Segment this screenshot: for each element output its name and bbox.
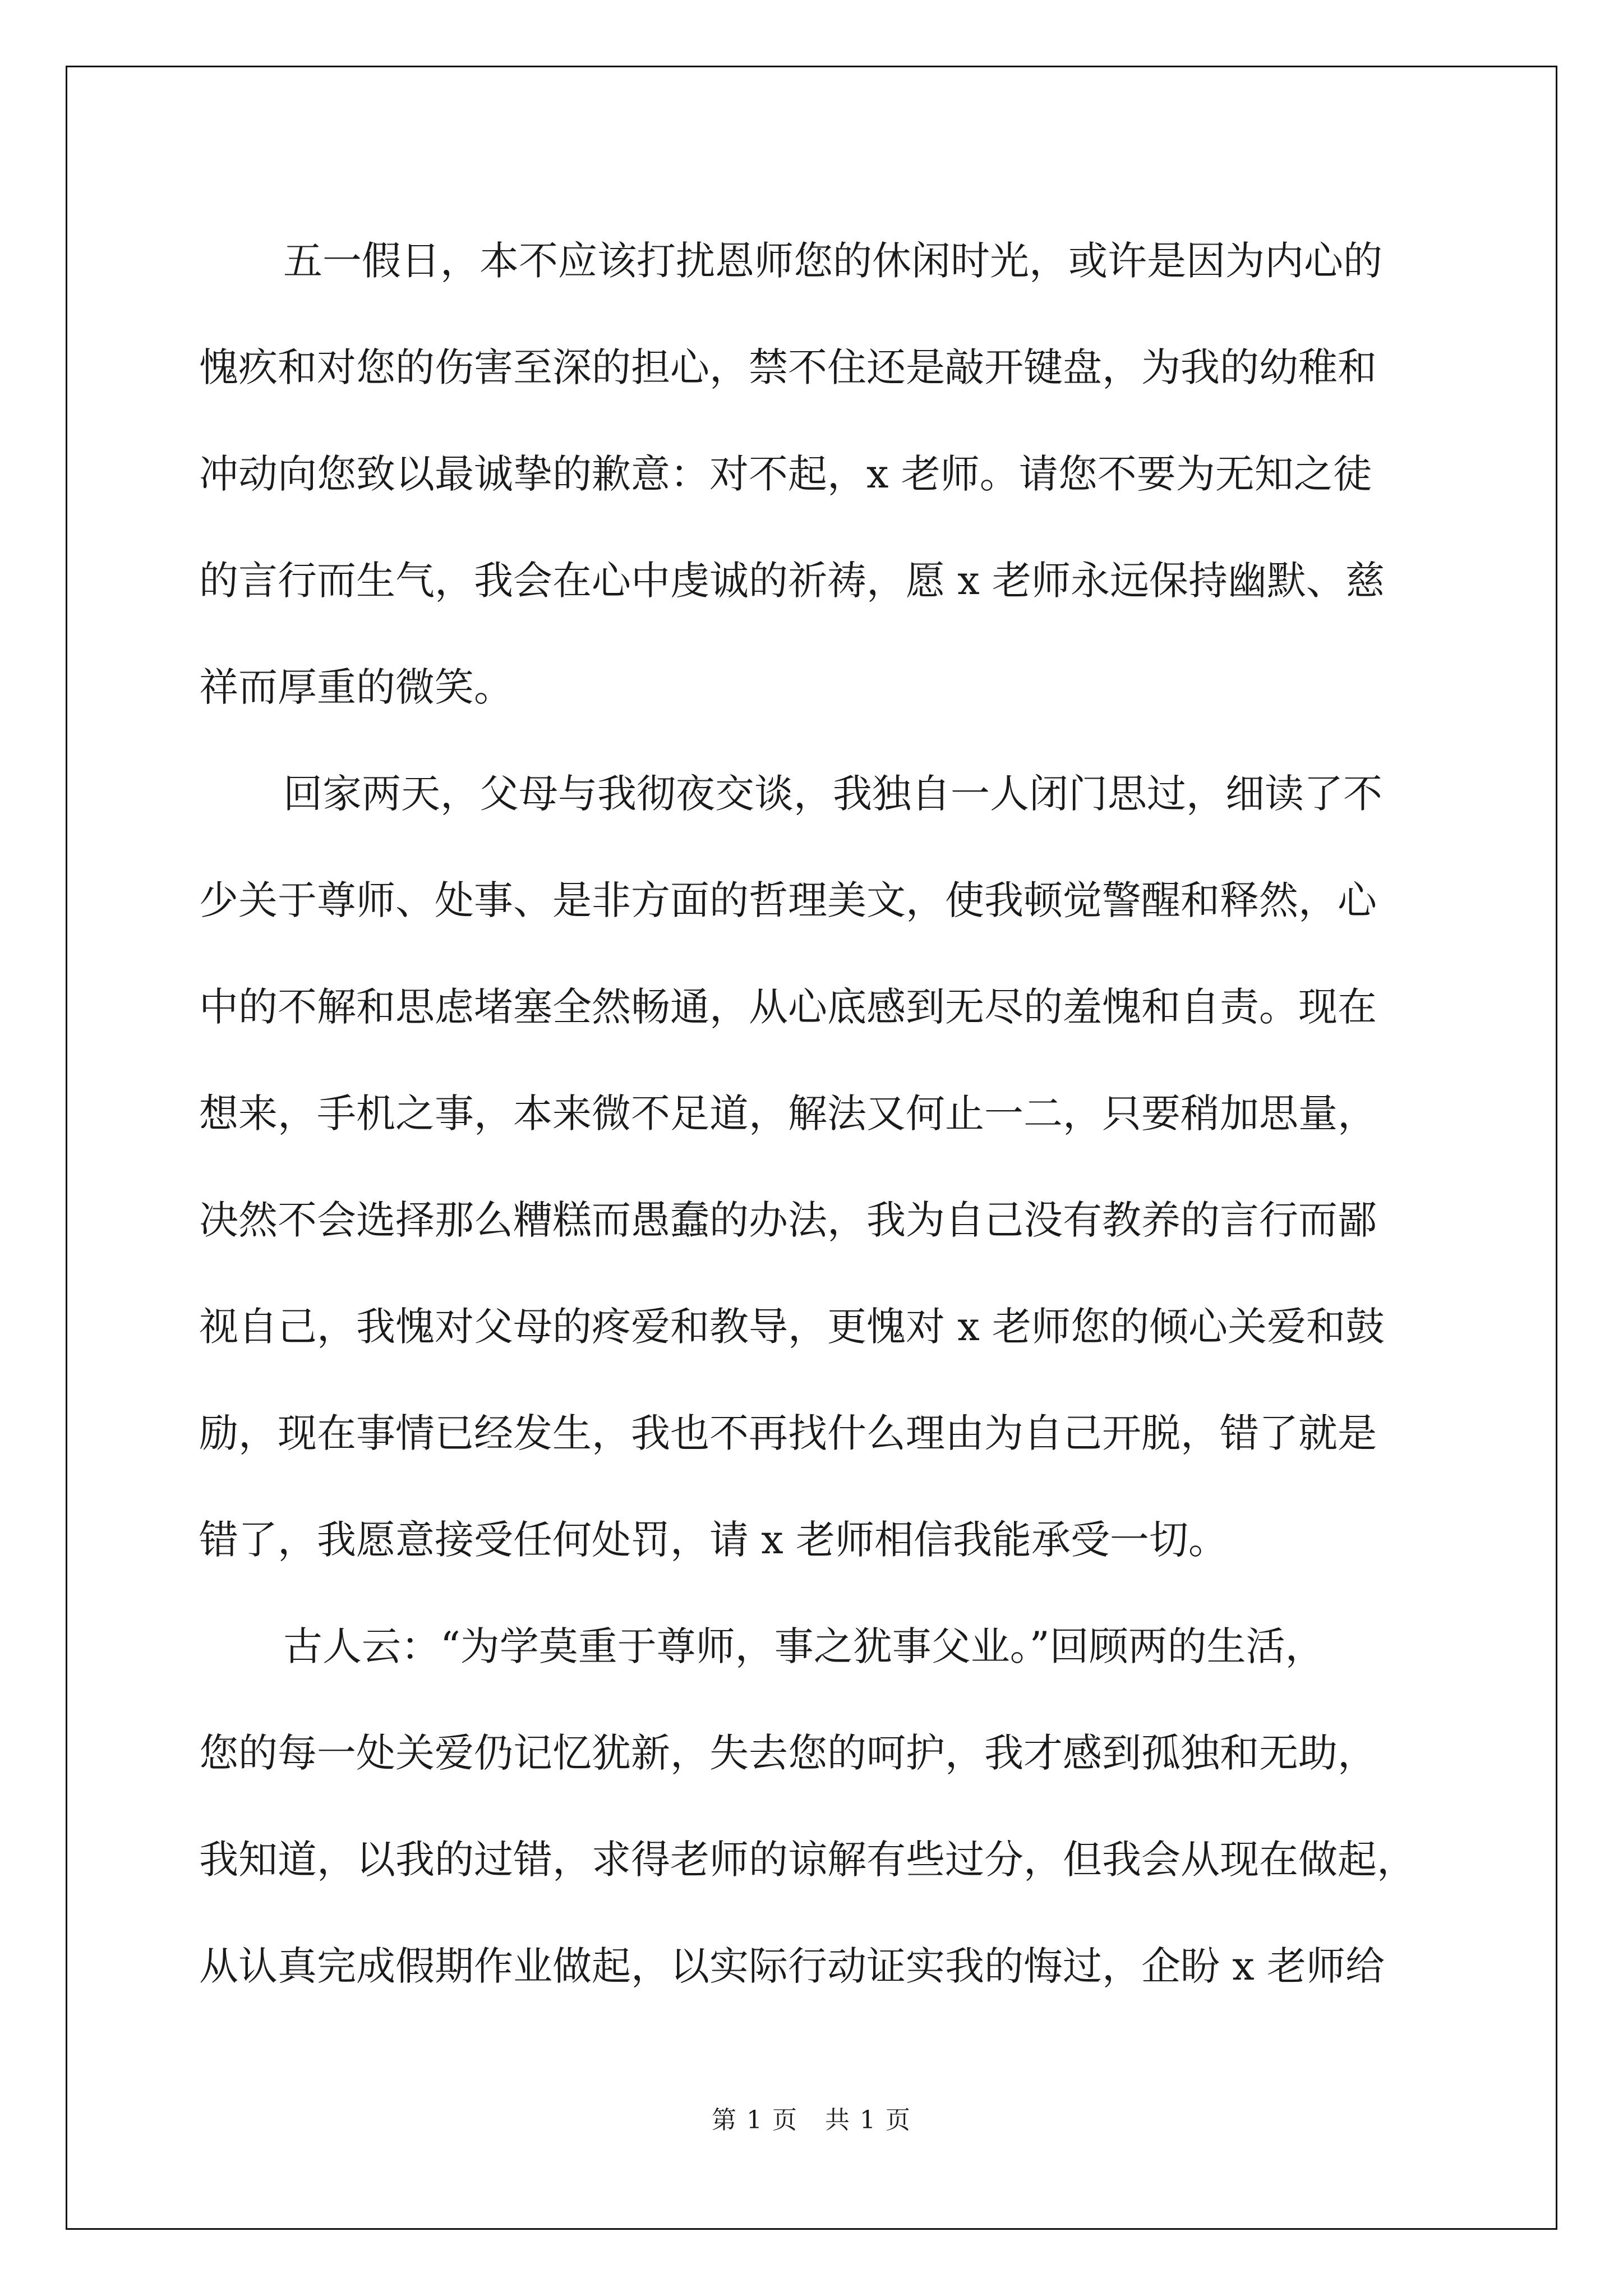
paragraph-3 bbox=[199, 1593, 1427, 2019]
text-line: 愧疚和对您的伤害至深的担心，禁不住还是敲开键盘，为我的幼稚和 bbox=[199, 344, 1377, 390]
document-body bbox=[199, 208, 1427, 2019]
text-line: 冲动向您致以最诚挚的歉意：对不起，x 老师。请您不要为无知之徒 bbox=[199, 451, 1372, 497]
text-line: 励，现在事情已经发生，我也不再找什么理由为自己开脱，错了就是 bbox=[199, 1410, 1377, 1456]
text-line: 五一假日，本不应该打扰恩师您的休闲时光，或许是因为内心的 bbox=[283, 238, 1382, 284]
paragraph-2 bbox=[199, 740, 1427, 1593]
text-line: 错了，我愿意接受任何处罚，请 x 老师相信我能承受一切。 bbox=[199, 1517, 1228, 1563]
text-line: 的言行而生气，我会在心中虔诚的祈祷，愿 x 老师永远保持幽默、慈 bbox=[199, 558, 1385, 604]
text-line: 少关于尊师、处事、是非方面的哲理美文，使我顿觉警醒和释然，心 bbox=[199, 877, 1377, 923]
text-line: 我知道，以我的过错，求得老师的谅解有些过分，但我会从现在做起， bbox=[199, 1837, 1416, 1883]
text-line: 祥而厚重的微笑。 bbox=[199, 664, 513, 710]
text-line: 古人云：“为学莫重于尊师，事之犹事父业。”回顾两的生活， bbox=[283, 1623, 1325, 1669]
page-number: 第 1 页 bbox=[712, 2106, 798, 2134]
page-total: 共 1 页 bbox=[825, 2106, 911, 2134]
paragraph-1 bbox=[199, 208, 1427, 740]
text-line: 从认真完成假期作业做起，以实际行动证实我的悔过，企盼 x 老师给 bbox=[199, 1943, 1385, 1989]
page-footer bbox=[0, 2104, 1623, 2137]
text-line: 想来，手机之事，本来微不足道，解法又何止一二，只要稍加思量， bbox=[199, 1091, 1377, 1137]
text-line: 回家两天，父母与我彻夜交谈，我独自一人闭门思过，细读了不 bbox=[283, 771, 1382, 817]
text-line: 您的每一处关爱仍记忆犹新，失去您的呵护，我才感到孤独和无助， bbox=[199, 1730, 1377, 1776]
text-line: 视自己，我愧对父母的疼爱和教导，更愧对 x 老师您的倾心关爱和鼓 bbox=[199, 1304, 1385, 1350]
text-line: 决然不会选择那么糟糕而愚蠢的办法，我为自己没有教养的言行而鄙 bbox=[199, 1197, 1377, 1243]
text-line: 中的不解和思虑堵塞全然畅通，从心底感到无尽的羞愧和自责。现在 bbox=[199, 984, 1377, 1030]
